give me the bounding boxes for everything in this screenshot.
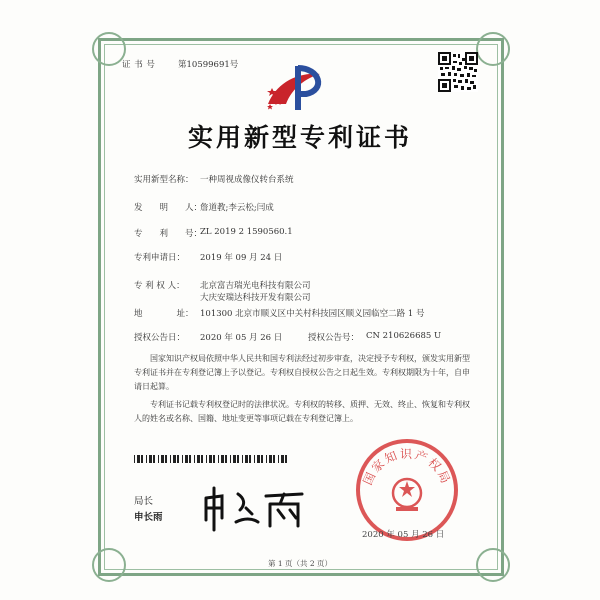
grant-date-label: 授权公告日： xyxy=(134,333,186,343)
grant-pub-number-value: CN 210626685 U xyxy=(366,331,442,341)
field-address-value: 101300 北京市顺义区中关村科技园区顺义园临空二路 1 号 xyxy=(200,309,425,319)
signatory-title: 局长 xyxy=(134,496,154,507)
field-patentee-label: 专 利 权 人： xyxy=(134,281,185,291)
certificate-title: 实用新型专利证书 xyxy=(187,123,412,152)
corner-ornament xyxy=(476,32,510,66)
certificate-number-value: 第10599691号 xyxy=(178,60,239,70)
record-paragraph: 专利证书记载专利权登记时的法律状况。专利权的转移、质押、无效、终止、恢复和专利权人的姓名或名称、国籍、地址变更等事项记载在专利登记簿上。 xyxy=(134,400,470,423)
grant-paragraph: 国家知识产权局依照中华人民共和国专利法经过初步审查，决定授予专利权，颁发实用新型专利证书并在专利登记簿上予以登记。专利权自授权公告之日起生效。专利权期限为十年，自申请日起算。 xyxy=(134,354,470,391)
field-utility-name-label: 实用新型名称： xyxy=(134,175,194,185)
barcode-icon xyxy=(134,455,289,463)
grant-pub-number-label: 授权公告号： xyxy=(308,333,360,343)
cnipa-logo-icon xyxy=(262,60,332,120)
field-inventor-value: 詹道教;李云松;闫成 xyxy=(200,203,274,213)
field-application-date-label: 专利申请日： xyxy=(134,253,186,263)
field-utility-name-value: 一种周视成像仪转台系统 xyxy=(200,175,294,185)
field-patent-number-label: 专 利 号： xyxy=(134,229,203,239)
svg-text:国家知识产权局: 国家知识产权局 xyxy=(360,447,454,488)
corner-ornament xyxy=(92,32,126,66)
field-application-date-value: 2019 年 09 月 24 日 xyxy=(200,253,283,263)
field-address-label: 地 址： xyxy=(134,309,194,319)
handwritten-signature xyxy=(200,484,310,534)
signatory-name: 申长雨 xyxy=(134,512,163,523)
certificate-number-label: 证 书 号 xyxy=(122,60,156,70)
field-patent-number-value: ZL 2019 2 1590560.1 xyxy=(200,227,293,237)
seal-date: 2020 年 05 月 26 日 xyxy=(362,530,445,540)
field-patentee-value-2: 大庆安瑞达科技开发有限公司 xyxy=(200,293,311,303)
field-patentee-value: 北京富吉瑞光电科技有限公司 xyxy=(200,281,311,291)
qr-code-icon xyxy=(438,52,478,92)
page-number: 第 1 页（共 2 页） xyxy=(267,559,333,568)
field-inventor-label: 发 明 人： xyxy=(134,203,203,213)
grant-date-value: 2020 年 05 月 26 日 xyxy=(200,333,283,343)
